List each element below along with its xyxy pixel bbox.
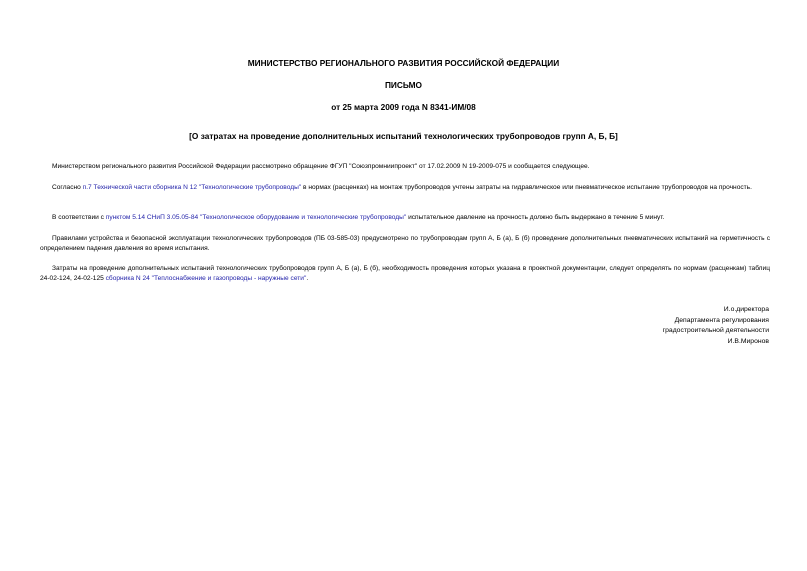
paragraph-2-text-before: Согласно bbox=[52, 184, 83, 191]
signature-department-cont: градостроительной деятельности bbox=[662, 327, 769, 334]
paragraph-1 bbox=[40, 162, 770, 172]
paragraph-3-text-after: испытательное давление на прочность должно быть выдержано в течение 5 минут. bbox=[406, 214, 665, 221]
paragraph-5-text-after: . bbox=[306, 275, 309, 282]
ministry-title: МИНИСТЕРСТВО РЕГИОНАЛЬНОГО РАЗВИТИЯ РОССИЙСКОЙ ФЕДЕРАЦИИ bbox=[247, 58, 560, 68]
link-collection-12-technical-part[interactable]: п.7 Технической части сборника N 12 "Технологические трубопроводы" bbox=[82, 184, 302, 191]
document-type: ПИСЬМО bbox=[384, 80, 423, 90]
paragraph-4-text: Правилами устройства и безопасной эксплуатации технологических трубопроводов (ПБ 03-585-03) предусмотрено по трубопроводам групп А, Б (а), Б (б) проведение дополнительных пневматических испытаний на герметичность с определением падения давления во время испытания. bbox=[40, 235, 770, 252]
paragraph-5-text-before: Затраты на проведение дополнительных испытаний технологических трубопроводов групп А, Б (а), Б (б), необходимость проведения которых указана в проектной документации, следует определять по нормам (расценкам) таблиц 24-02-124, 24-02-125 bbox=[40, 265, 770, 282]
signature-department: Департамента регулирования bbox=[674, 316, 769, 324]
document-date-number: от 25 марта 2009 года N 8341-ИМ/08 bbox=[331, 102, 476, 112]
paragraph-1-text: Министерством регионального развития Российской Федерации рассмотрено обращение ФГУП "Союзпромниипроект" от 17.02.2009 N 19-2009-075 и сообщается следующее. bbox=[52, 163, 590, 170]
paragraph-2 bbox=[40, 183, 770, 193]
document-subject: [О затратах на проведение дополнительных испытаний технологических трубопроводов групп А, Б, Б] bbox=[189, 131, 618, 141]
signature-block bbox=[509, 305, 769, 347]
paragraph-5 bbox=[40, 264, 770, 284]
signature-position: И.о.директора bbox=[723, 306, 769, 313]
paragraph-2-text-after: в нормах (расценках) на монтаж трубопроводов учтены затраты на гидравлическое или пневматическое испытание трубопроводов на прочность. bbox=[301, 184, 752, 191]
paragraph-4 bbox=[40, 234, 770, 254]
link-collection-24[interactable]: сборника N 24 "Теплоснабжение и газопроводы - наружные сети" bbox=[105, 275, 307, 282]
paragraph-3-text-before: В соответствии с bbox=[52, 214, 106, 221]
link-snip-item-5-14[interactable]: пунктом 5.14 СНиП 3.05.05-84 "Технологическое оборудование и технологические трубопроводы" bbox=[105, 214, 407, 221]
paragraph-3 bbox=[40, 213, 770, 223]
signature-name: И.В.Миронов bbox=[727, 337, 769, 345]
